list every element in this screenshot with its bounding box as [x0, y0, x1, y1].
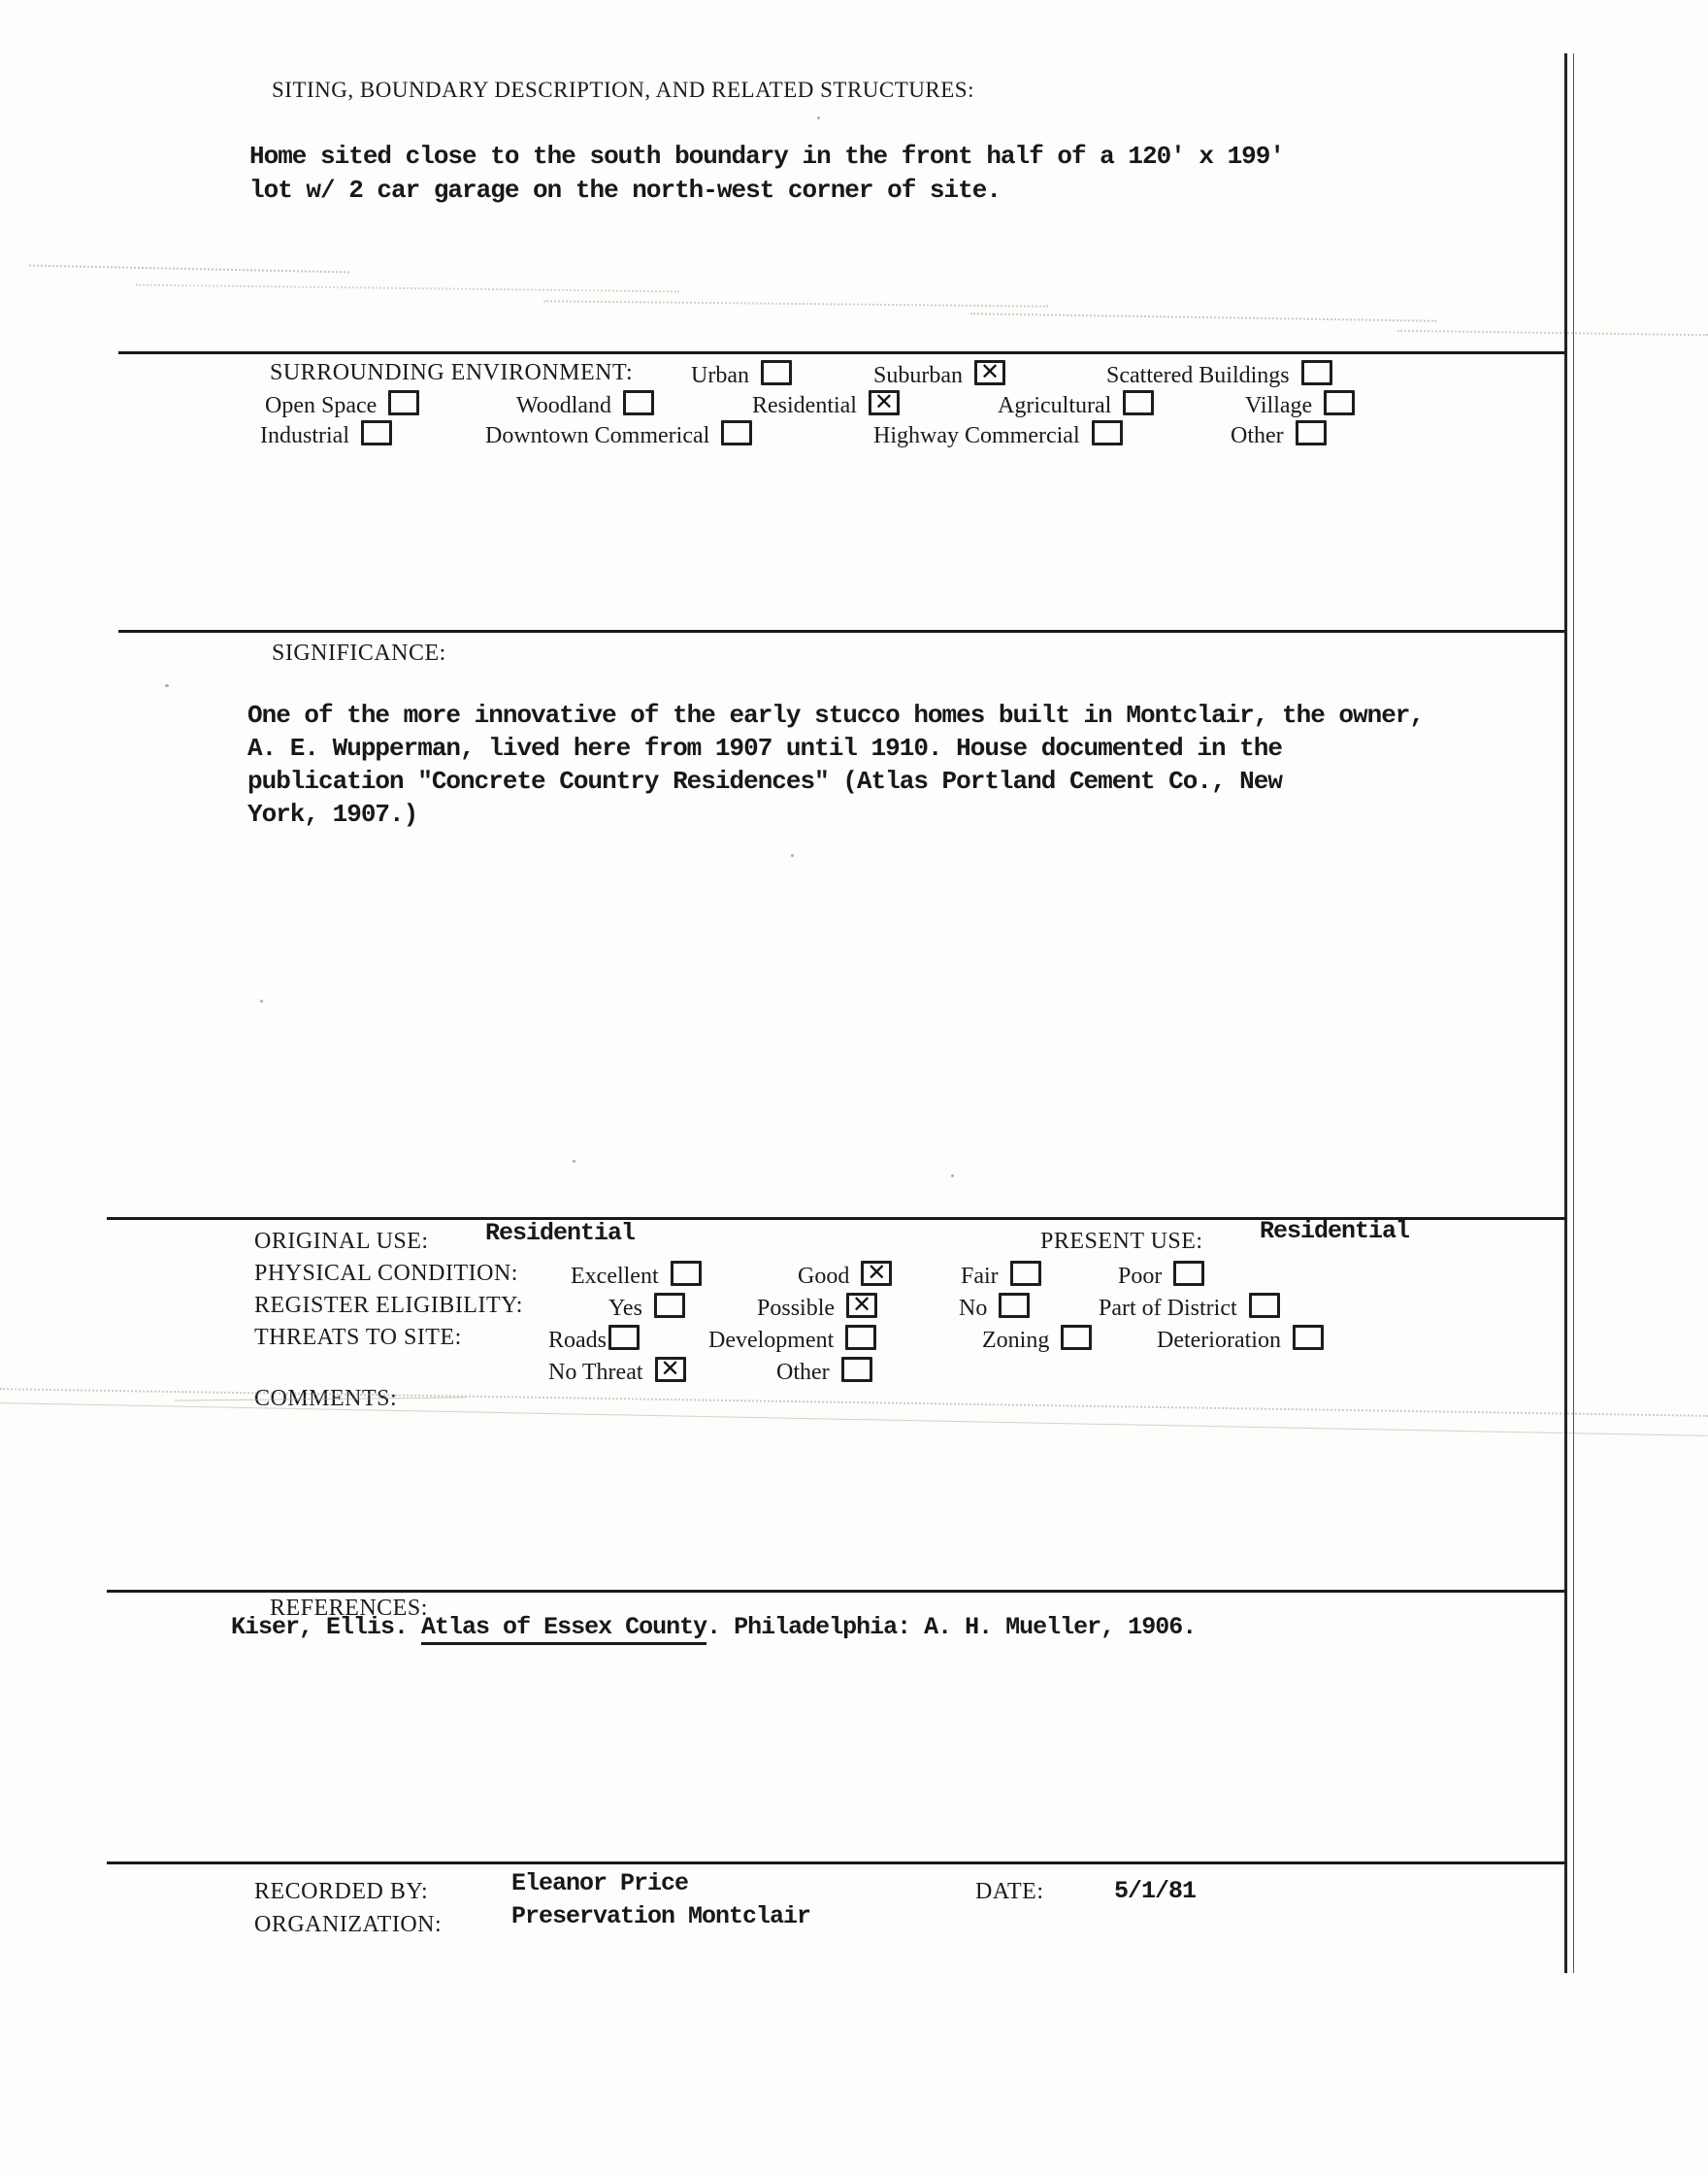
eligibility-option-part-of-district — [1099, 1293, 1280, 1322]
highway-commercial-checkbox — [1092, 420, 1123, 445]
environment-option-suburban — [873, 360, 1005, 389]
development-checkbox — [845, 1325, 876, 1350]
option-label: Part of District — [1099, 1296, 1237, 1321]
scan-artifact-line — [1397, 330, 1708, 336]
option-label: Zoning — [982, 1328, 1050, 1353]
citation-title-underlined: Atlas of Essex County — [421, 1613, 706, 1645]
option-label: Other — [776, 1360, 830, 1385]
scan-artifact-line — [543, 300, 1048, 307]
option-label: Open Space — [265, 393, 378, 418]
good-checkbox — [861, 1261, 892, 1286]
option-label: Deterioration — [1157, 1328, 1281, 1353]
environment-option-scattered-buildings — [1106, 360, 1332, 389]
suburban-checkbox — [974, 360, 1005, 385]
original-use-value: Residential — [485, 1219, 636, 1247]
threats-to-site-label: THREATS TO SITE: — [254, 1325, 462, 1350]
option-label: Fair — [961, 1264, 999, 1289]
scan-artifact-line — [29, 265, 349, 274]
option-label: Industrial — [260, 423, 349, 448]
original-use-label: ORIGINAL USE: — [254, 1229, 429, 1254]
condition-option-good — [798, 1261, 892, 1290]
environment-option-highway-commercial — [873, 420, 1123, 449]
eligibility-option-yes — [608, 1293, 685, 1322]
citation-publisher: . Philadelphia: A. H. Mueller, 1906. — [706, 1613, 1197, 1641]
option-label: Scattered Buildings — [1106, 363, 1290, 388]
residential-checkbox — [869, 390, 900, 415]
agricultural-checkbox — [1123, 390, 1154, 415]
scan-artifact-line — [136, 284, 679, 293]
scan-speck — [573, 1160, 575, 1163]
no-threat-checkbox — [655, 1357, 686, 1382]
significance-section-label: SIGNIFICANCE: — [272, 641, 446, 666]
industrial-checkbox — [361, 420, 392, 445]
environment-option-residential — [752, 390, 900, 419]
scan-speck — [817, 116, 820, 119]
comments-label: COMMENTS: — [254, 1386, 398, 1411]
siting-text-line-1: Home sited close to the south boundary in the front half of a 120' x 199' — [249, 142, 1284, 171]
physical-condition-label: PHYSICAL CONDITION: — [254, 1261, 518, 1286]
option-label: Suburban — [873, 363, 963, 388]
option-label: Excellent — [571, 1264, 659, 1289]
option-label: Possible — [757, 1296, 836, 1321]
zoning-checkbox — [1061, 1325, 1092, 1350]
threat-option-deterioration — [1157, 1325, 1324, 1354]
option-label: Development — [708, 1328, 835, 1353]
organization-label: ORGANIZATION: — [254, 1912, 443, 1937]
option-label: Urban — [691, 363, 749, 388]
environment-option-open-space — [265, 390, 419, 419]
no-checkbox — [999, 1293, 1030, 1318]
option-label: Downtown Commerical — [485, 423, 710, 448]
urban-checkbox — [761, 360, 792, 385]
scan-speck — [165, 684, 169, 687]
threat-option-development — [708, 1325, 876, 1354]
significance-text-line-4: York, 1907.) — [247, 800, 418, 829]
woodland-checkbox — [623, 390, 654, 415]
option-label: Roads — [548, 1328, 607, 1353]
poor-checkbox — [1173, 1261, 1204, 1286]
eligibility-option-no — [959, 1293, 1030, 1322]
condition-option-fair — [961, 1261, 1041, 1290]
section-divider — [107, 1861, 1566, 1864]
threat-option-no-threat — [548, 1357, 686, 1386]
threats-other-checkbox — [841, 1357, 872, 1382]
environment-option-village — [1245, 390, 1355, 419]
threat-option-roads — [548, 1325, 640, 1354]
significance-text-line-1: One of the more innovative of the early stucco homes built in Montclair, the owner, — [247, 701, 1425, 730]
option-label: No — [959, 1296, 988, 1321]
scattered-buildings-checkbox — [1301, 360, 1332, 385]
scan-speck — [951, 1174, 954, 1177]
option-label: Poor — [1118, 1264, 1163, 1289]
option-label: Woodland — [516, 393, 612, 418]
recorded-by-value: Eleanor Price — [511, 1869, 689, 1897]
excellent-checkbox — [671, 1261, 702, 1286]
downtown-commercial-checkbox — [721, 420, 752, 445]
section-divider — [118, 351, 1566, 354]
environment-option-agricultural — [998, 390, 1154, 419]
citation-author: Kiser, Ellis. — [231, 1613, 422, 1641]
possible-checkbox — [846, 1293, 877, 1318]
option-label: Residential — [752, 393, 857, 418]
village-checkbox — [1324, 390, 1355, 415]
environment-option-industrial — [260, 420, 392, 449]
reference-citation — [231, 1613, 1196, 1641]
section-divider — [107, 1590, 1566, 1593]
threat-option-zoning — [982, 1325, 1092, 1354]
environment-option-urban — [691, 360, 792, 389]
references-section-label: REFERENCES: — [270, 1596, 428, 1621]
page-edge-rule — [1564, 53, 1567, 1973]
environment-other-checkbox — [1296, 420, 1327, 445]
eligibility-option-possible — [757, 1293, 877, 1322]
roads-checkbox — [608, 1325, 640, 1350]
condition-option-poor — [1118, 1261, 1204, 1290]
siting-section-title: SITING, BOUNDARY DESCRIPTION, AND RELATED STRUCTURES: — [272, 78, 974, 102]
date-label: DATE: — [975, 1879, 1044, 1904]
present-use-value: Residential — [1260, 1217, 1410, 1245]
environment-option-downtown-commercial — [485, 420, 752, 449]
significance-text-line-2: A. E. Wupperman, lived here from 1907 until 1910. House documented in the — [247, 734, 1282, 763]
section-divider — [118, 630, 1566, 633]
scan-speck — [791, 854, 794, 857]
scan-speck — [260, 1000, 263, 1003]
scan-artifact-line — [970, 313, 1436, 322]
page-edge-rule-thin — [1573, 53, 1574, 1973]
option-label: Agricultural — [998, 393, 1112, 418]
option-label: Good — [798, 1264, 850, 1289]
option-label: Other — [1231, 423, 1284, 448]
open-space-checkbox — [388, 390, 419, 415]
present-use-label: PRESENT USE: — [1040, 1229, 1203, 1254]
recorded-by-label: RECORDED BY: — [254, 1879, 429, 1904]
condition-option-excellent — [571, 1261, 702, 1290]
part-of-district-checkbox — [1249, 1293, 1280, 1318]
fair-checkbox — [1010, 1261, 1041, 1286]
option-label: Yes — [608, 1296, 642, 1321]
siting-text-line-2: lot w/ 2 car garage on the north-west corner of site. — [249, 176, 1001, 205]
date-value: 5/1/81 — [1114, 1877, 1197, 1905]
option-label: No Threat — [548, 1360, 643, 1385]
organization-value: Preservation Montclair — [511, 1902, 811, 1930]
environment-section-label: SURROUNDING ENVIRONMENT: — [270, 360, 634, 385]
register-eligibility-label: REGISTER ELIGIBILITY: — [254, 1293, 523, 1318]
environment-option-other — [1231, 420, 1327, 449]
option-label: Highway Commercial — [873, 423, 1080, 448]
yes-checkbox — [654, 1293, 685, 1318]
deterioration-checkbox — [1293, 1325, 1324, 1350]
option-label: Village — [1245, 393, 1313, 418]
significance-text-line-3: publication "Concrete Country Residences" (Atlas Portland Cement Co., New — [247, 767, 1282, 796]
environment-option-woodland — [516, 390, 654, 419]
threat-option-other — [776, 1357, 872, 1386]
